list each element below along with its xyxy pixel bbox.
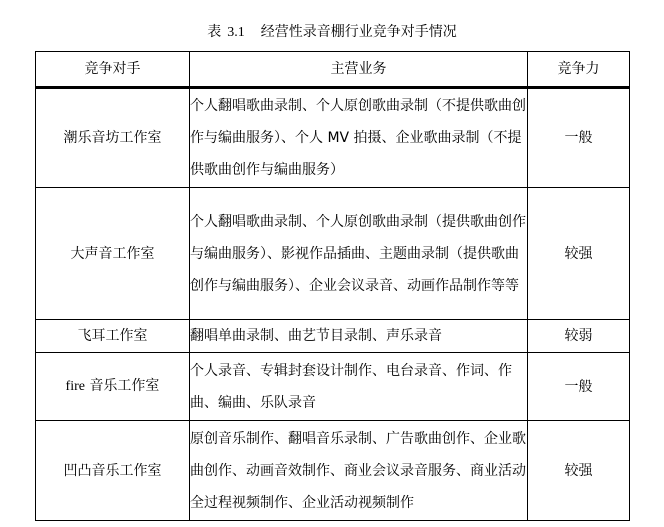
competitor-name — [36, 353, 190, 421]
caption-number: 3.1 — [227, 25, 245, 40]
table-row — [36, 421, 630, 521]
competitor-name: 凹凸音乐工作室 — [36, 421, 190, 521]
table-header-row — [36, 52, 630, 88]
competitiveness: 一般 — [528, 88, 630, 188]
table-row — [36, 320, 630, 353]
competitor-name-latin: fire — [65, 379, 85, 394]
caption-label: 表 — [207, 24, 222, 40]
main-business: 个人翻唱歌曲录制、个人原创歌曲录制（不提供歌曲创作与编曲服务）、个人 MV 拍摄、企业歌曲录制（不提供歌曲创作与编曲服务） — [190, 88, 528, 188]
competitor-name: 潮乐音坊工作室 — [36, 88, 190, 188]
competitor-table — [35, 51, 630, 521]
competitiveness: 较强 — [528, 188, 630, 320]
competitiveness: 较强 — [528, 421, 630, 521]
table-caption — [0, 22, 664, 43]
table-row — [36, 188, 630, 320]
competitiveness: 较弱 — [528, 320, 630, 353]
table-row — [36, 88, 630, 188]
competitor-name: 大声音工作室 — [36, 188, 190, 320]
header-competitiveness: 竞争力 — [528, 52, 630, 88]
caption-title: 经营性录音棚行业竞争对手情况 — [260, 24, 457, 40]
main-business: 原创音乐制作、翻唱音乐录制、广告歌曲创作、企业歌曲创作、动画音效制作、商业会议录音服务、商业活动全过程视频制作、企业活动视频制作 — [190, 421, 528, 521]
header-main-business: 主营业务 — [190, 52, 528, 88]
competitor-name: 飞耳工作室 — [36, 320, 190, 353]
competitiveness: 一般 — [528, 353, 630, 421]
main-business: 个人翻唱歌曲录制、个人原创歌曲录制（提供歌曲创作与编曲服务）、影视作品插曲、主题曲录制（提供歌曲创作与编曲服务）、企业会议录音、动画作品制作等等 — [190, 188, 528, 320]
main-business: 个人录音、专辑封套设计制作、电台录音、作词、作曲、编曲、乐队录音 — [190, 353, 528, 421]
competitor-name-cjk: 音乐工作室 — [89, 378, 160, 394]
main-business: 翻唱单曲录制、曲艺节目录制、声乐录音 — [190, 320, 528, 353]
header-competitor: 竞争对手 — [36, 52, 190, 88]
table-row — [36, 353, 630, 421]
